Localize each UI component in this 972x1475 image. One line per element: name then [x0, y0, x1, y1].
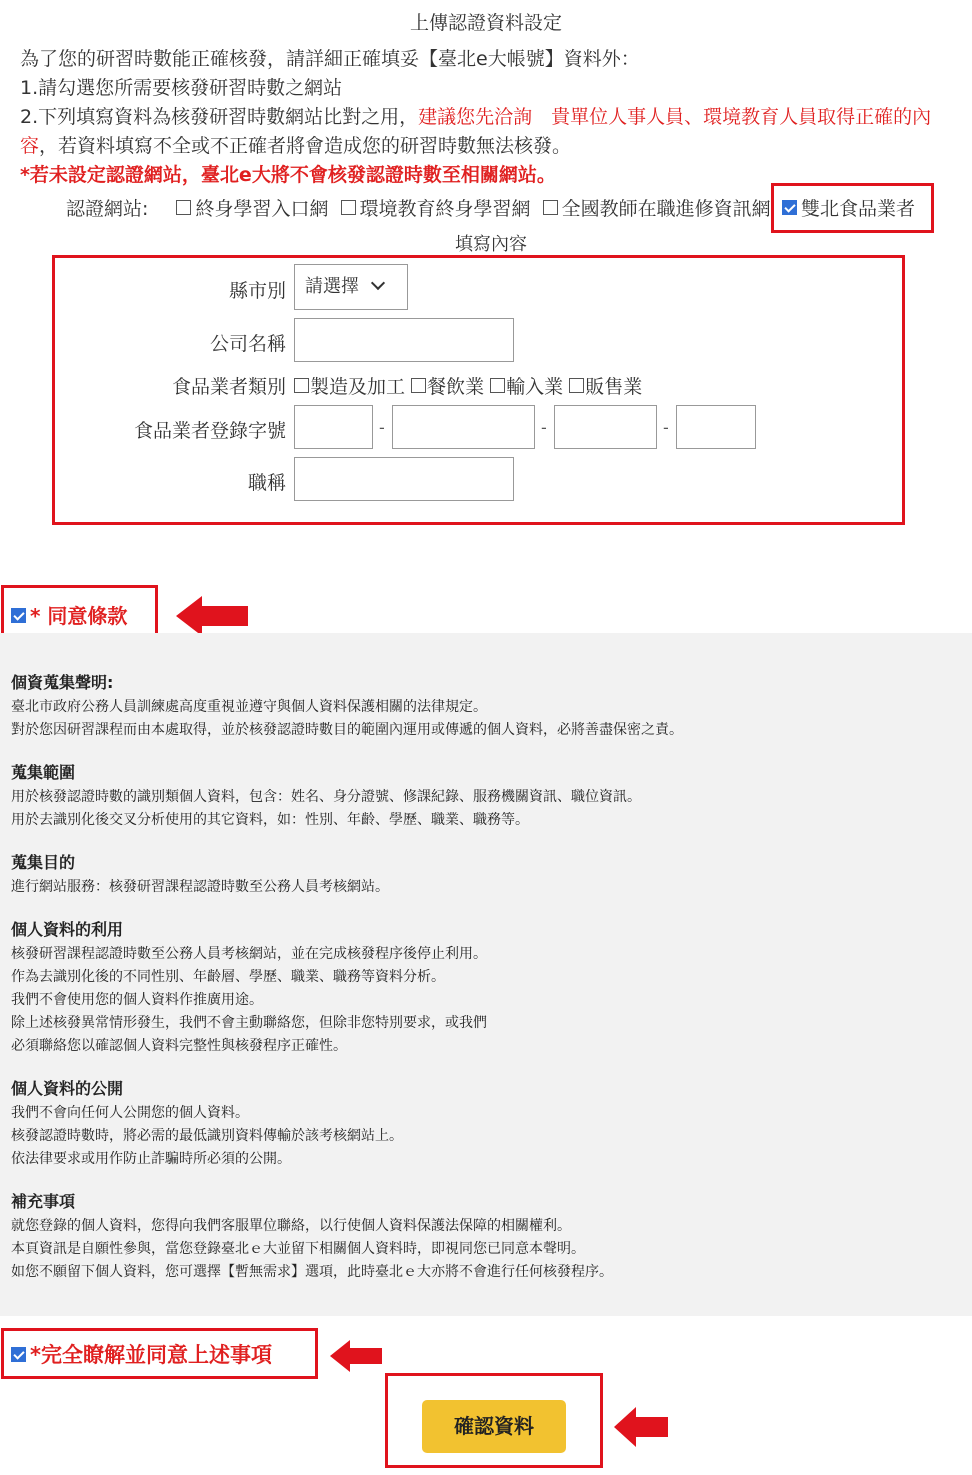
food-type-import[interactable] [490, 376, 563, 398]
checkbox[interactable] [543, 200, 558, 215]
food-type-options [294, 372, 642, 399]
terms-section-heading: 補充事項 [11, 1192, 76, 1211]
terms-line: 除上述核發異常情形發生，我們不會主動聯絡您，但除非您特別要求，或我們 [11, 1015, 487, 1031]
page-title: 上傳認證資料設定 [409, 12, 562, 34]
step2-suffix: ，若資料填寫不全或不正確者將會造成您的研習時數無法核發。 [39, 135, 572, 157]
consent-checkbox-row[interactable] [11, 600, 127, 629]
terms-line: 我們不會向任何人公開您的個人資料。 [11, 1105, 249, 1121]
terms-content [11, 670, 961, 1302]
cert-sites-row [66, 194, 771, 221]
food-type-manufacturing[interactable] [294, 376, 405, 398]
terms-line: 如您不願留下個人資料，您可選擇【暫無需求】選項，此時臺北ｅ大亦將不會進行任何核發程序。 [11, 1264, 613, 1280]
step1-text: 1.請勾選您所需要核發研習時數之網站 [20, 77, 343, 99]
food-type-retail[interactable] [569, 376, 642, 398]
step2-prefix: 2.下列填寫資料為核發研習時數網站比對之用， [20, 106, 419, 128]
site-option-label: 全國教師在職進修資訊網 [561, 198, 771, 220]
consent-checkbox[interactable] [11, 608, 26, 623]
site-option-label: 終身學習入口網 [195, 198, 329, 220]
step2-advice: 建議您先洽詢 貴單位人事人員、環境教育人員取得正確的內 [418, 106, 932, 128]
terms-line: 用於去識別化後交叉分析使用的其它資料，如：性別、年齡、學歷、職業、職務等。 [11, 812, 529, 828]
terms-line: 臺北市政府公務人員訓練處高度重視並遵守與個人資料保護相關的法律規定。 [11, 699, 487, 715]
checkbox[interactable] [411, 378, 426, 393]
food-type-label: 食品業者類別 [171, 376, 286, 398]
checkbox[interactable] [341, 200, 356, 215]
regno-separator: - [379, 418, 385, 437]
consent-label: * 同意條款 [30, 604, 128, 628]
terms-line: 必須聯絡您以確認個人資料完整性與核發程序正確性。 [11, 1038, 347, 1054]
regno-input-2[interactable] [392, 405, 535, 449]
terms-line: 對於您因研習課程而由本處取得，並於核發認證時數目的範圍內運用或傳遞的個人資料，必將善盡保密之責。 [11, 722, 683, 738]
confirm-button[interactable]: 確認資料 [422, 1400, 566, 1453]
step2-advice-cont: 容 [20, 135, 40, 157]
terms-section [11, 1076, 961, 1171]
county-label: 縣市別 [228, 280, 286, 302]
food-type-label-text: 製造及加工 [310, 376, 406, 398]
highlight-box-food-site [771, 183, 934, 233]
site-option-label: 環境教育終身學習網 [359, 198, 531, 220]
regno-separator: - [663, 418, 669, 437]
checkbox[interactable] [294, 378, 309, 393]
site-option-label: 雙北食品業者 [801, 198, 916, 220]
terms-line: 用於核發認證時數的識別類個人資料，包含：姓名、身分證號、修課紀錄、服務機關資訊、職位資訊。 [11, 789, 641, 805]
county-select[interactable] [294, 264, 408, 310]
terms-section-heading: 個人資料的利用 [11, 920, 124, 939]
terms-line: 本頁資訊是自願性參與，當您登錄臺北ｅ大並留下相關個人資料時，即視同您已同意本聲明。 [11, 1241, 585, 1257]
regno-label: 食品業者登錄字號 [133, 420, 286, 442]
cert-sites-label: 認證網站: [66, 198, 149, 220]
terms-line: 進行網站服務：核發研習課程認證時數至公務人員考核網站。 [11, 879, 389, 895]
checkbox[interactable] [176, 200, 191, 215]
job-title-label: 職稱 [247, 472, 286, 494]
terms-section [11, 850, 961, 899]
intro-text: 為了您的研習時數能正確核發，請詳細正確填妥【臺北e大帳號】資料外： [20, 48, 640, 70]
arrow-left-icon [176, 594, 248, 638]
form-heading: 填寫內容 [455, 234, 527, 255]
terms-section-heading: 個資蒐集聲明: [11, 673, 114, 692]
step2-text-cont [20, 131, 571, 158]
terms-section-heading: 個人資料的公開 [11, 1079, 124, 1098]
arrow-left-icon [330, 1339, 382, 1373]
checkbox[interactable] [490, 378, 505, 393]
terms-section [11, 760, 961, 832]
food-type-label-text: 餐飲業 [427, 376, 485, 398]
food-type-label-text: 輸入業 [506, 376, 564, 398]
site-option-lifelong-learning[interactable] [176, 198, 328, 220]
county-select-value: 請選擇 [305, 276, 359, 297]
chevron-down-icon [371, 276, 385, 290]
checkbox[interactable] [569, 378, 584, 393]
company-input[interactable] [294, 318, 514, 362]
regno-input-1[interactable] [294, 405, 373, 449]
regno-separator: - [541, 418, 547, 437]
warning-text: *若未設定認證網站，臺北e大將不會核發認證時數至相關網站。 [20, 164, 556, 186]
agree-label: *完全瞭解並同意上述事項 [30, 1343, 272, 1367]
terms-line: 核發認證時數時，將必需的最低識別資料傳輸於該考核網站上。 [11, 1128, 403, 1144]
terms-section-heading: 蒐集目的 [11, 853, 76, 872]
food-type-catering[interactable] [411, 376, 484, 398]
terms-line: 依法律要求或用作防止詐騙時所必須的公開。 [11, 1151, 291, 1167]
agree-checkbox-row[interactable] [11, 1339, 272, 1369]
terms-section [11, 917, 961, 1058]
terms-line: 作為去識別化後的不同性別、年齡層、學歷、職業、職務等資料分析。 [11, 969, 445, 985]
agree-checkbox[interactable] [11, 1347, 26, 1362]
step2-text [20, 102, 931, 129]
site-option-env-education[interactable] [341, 198, 531, 220]
terms-section [11, 670, 961, 742]
terms-line: 核發研習課程認證時數至公務人員考核網站，並在完成核發程序後停止利用。 [11, 946, 487, 962]
terms-line: 就您登錄的個人資料，您得向我們客服單位聯絡，以行使個人資料保護法保障的相關權利。 [11, 1218, 571, 1234]
regno-input-4[interactable] [676, 405, 756, 449]
site-option-teacher-training[interactable] [543, 198, 771, 220]
job-title-input[interactable] [294, 457, 514, 501]
terms-section-heading: 蒐集範圍 [11, 763, 76, 782]
food-type-label-text: 販售業 [585, 376, 643, 398]
company-label: 公司名稱 [209, 333, 286, 355]
regno-input-3[interactable] [554, 405, 657, 449]
terms-section [11, 1189, 961, 1284]
arrow-left-icon [614, 1405, 668, 1449]
terms-line: 我們不會使用您的個人資料作推廣用途。 [11, 992, 263, 1008]
